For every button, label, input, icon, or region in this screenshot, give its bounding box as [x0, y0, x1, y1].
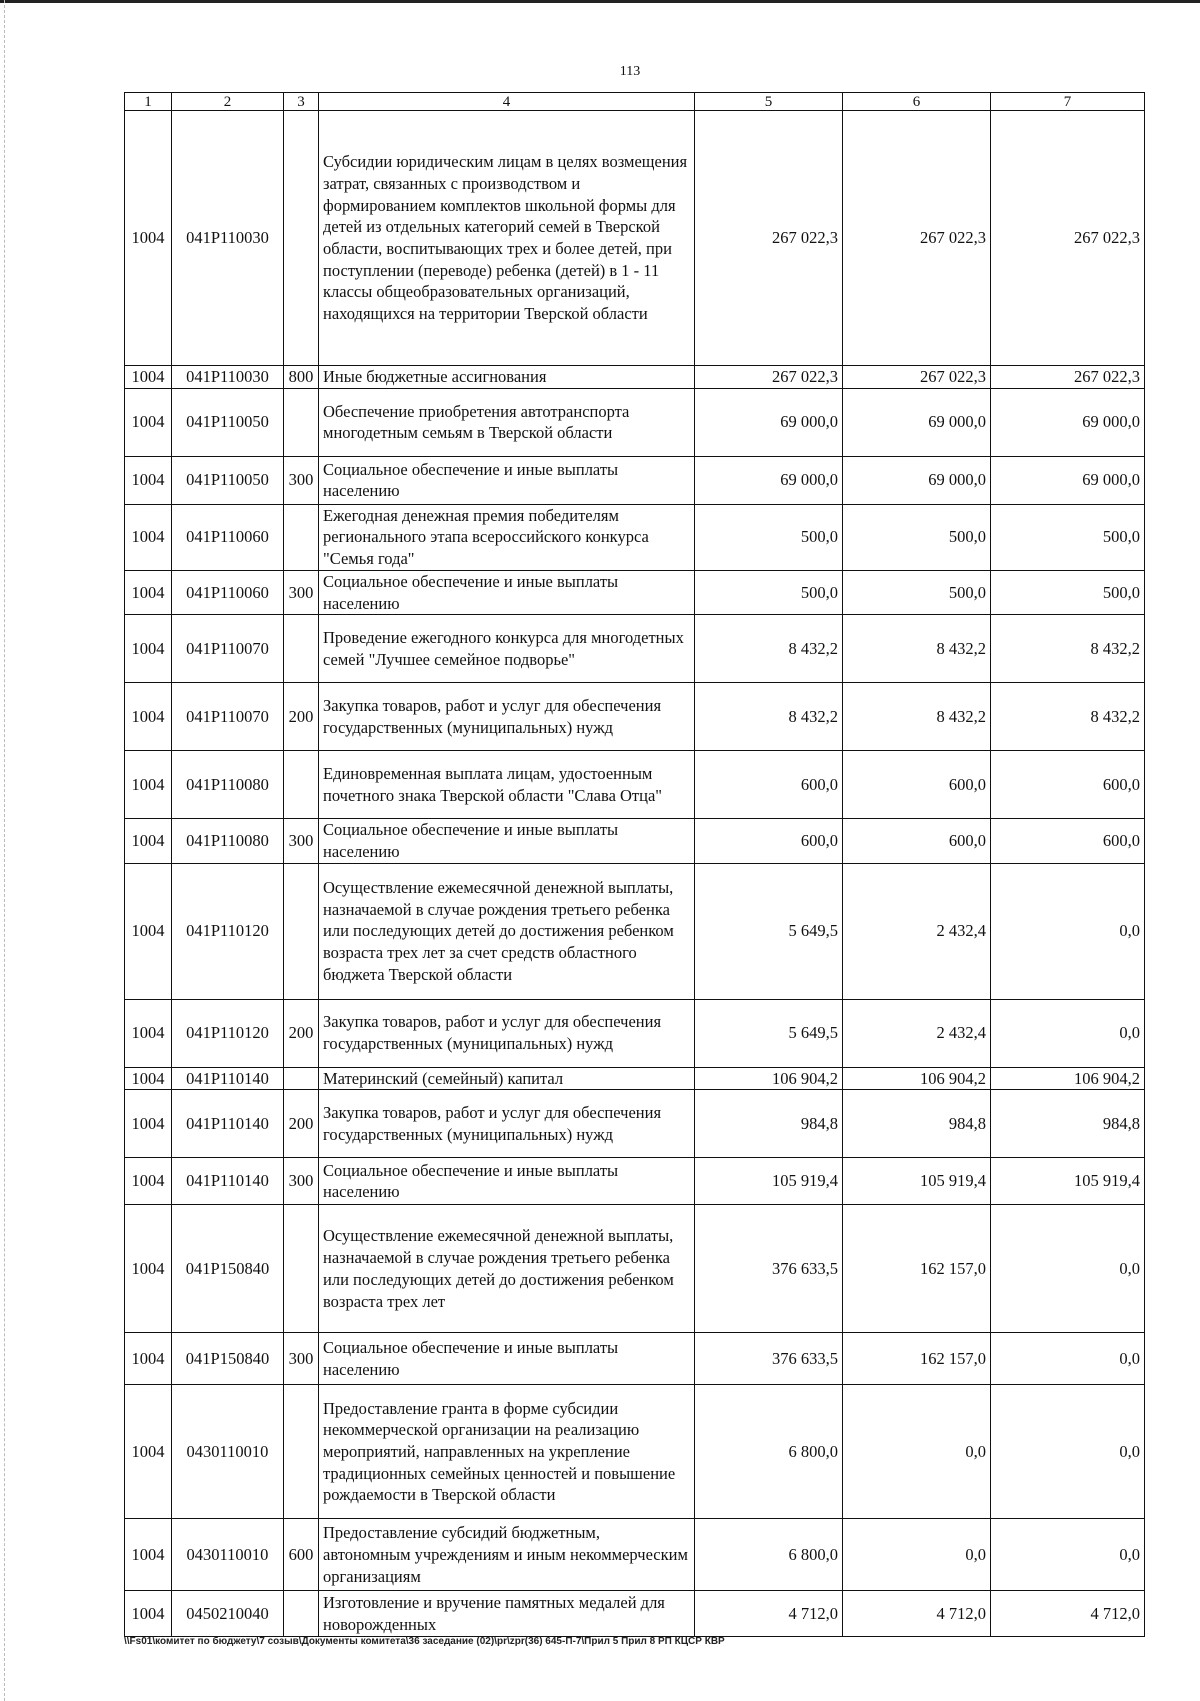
section-code: 1004 [125, 1090, 172, 1158]
amount-col7: 0,0 [991, 999, 1145, 1067]
amount-col6: 0,0 [843, 1385, 991, 1519]
table-row [125, 999, 1145, 1067]
item-description: Закупка товаров, работ и услуг для обеспечения государственных (муниципальных) нужд [319, 683, 695, 751]
table-row [125, 751, 1145, 819]
amount-col6: 105 919,4 [843, 1158, 991, 1205]
amount-col7: 69 000,0 [991, 388, 1145, 456]
table-row [125, 1519, 1145, 1591]
target-article-code: 041P110070 [172, 683, 284, 751]
section-code: 1004 [125, 1519, 172, 1591]
amount-col7: 0,0 [991, 1205, 1145, 1333]
amount-col7: 0,0 [991, 1385, 1145, 1519]
expense-type-code: 200 [284, 999, 319, 1067]
amount-col7: 106 904,2 [991, 1067, 1145, 1090]
expense-type-code [284, 1385, 319, 1519]
amount-col5: 267 022,3 [695, 111, 843, 366]
expense-type-code: 200 [284, 683, 319, 751]
amount-col7: 500,0 [991, 504, 1145, 570]
amount-col7: 984,8 [991, 1090, 1145, 1158]
header-row [125, 93, 1145, 111]
target-article-code: 041P110050 [172, 388, 284, 456]
expense-type-code [284, 1067, 319, 1090]
amount-col5: 984,8 [695, 1090, 843, 1158]
amount-col6: 600,0 [843, 751, 991, 819]
item-description: Единовременная выплата лицам, удостоенным почетного знака Тверской области "Слава Отца" [319, 751, 695, 819]
target-article-code: 041P110120 [172, 863, 284, 999]
item-description: Социальное обеспечение и иные выплаты населению [319, 456, 695, 504]
table-row [125, 1333, 1145, 1385]
expense-type-code: 200 [284, 1090, 319, 1158]
section-code: 1004 [125, 1205, 172, 1333]
table-row [125, 388, 1145, 456]
amount-col7: 8 432,2 [991, 683, 1145, 751]
expense-type-code: 300 [284, 1158, 319, 1205]
table-row [125, 504, 1145, 570]
target-article-code: 041P110070 [172, 615, 284, 683]
budget-table [124, 92, 1145, 1637]
section-code: 1004 [125, 751, 172, 819]
col-header: 3 [284, 93, 319, 111]
item-description: Проведение ежегодного конкурса для многодетных семей "Лучшее семейное подворье" [319, 615, 695, 683]
table-row [125, 366, 1145, 389]
amount-col6: 600,0 [843, 819, 991, 863]
expense-type-code: 300 [284, 1333, 319, 1385]
target-article-code: 041P150840 [172, 1205, 284, 1333]
target-article-code: 041P110030 [172, 111, 284, 366]
amount-col5: 105 919,4 [695, 1158, 843, 1205]
amount-col5: 376 633,5 [695, 1205, 843, 1333]
item-description: Субсидии юридическим лицам в целях возмещения затрат, связанных с производством и формированием комплектов школьной формы для детей из отдельных категорий семей в Тверской области, воспитывающих трех и более детей, при поступлении (переводе) ребенка (детей) в 1 - 11 классы общеобразовательных организаций, находящихся на территории Тверской области [319, 111, 695, 366]
amount-col5: 8 432,2 [695, 615, 843, 683]
table-row [125, 1385, 1145, 1519]
table-row [125, 1090, 1145, 1158]
page-number: 113 [619, 64, 641, 79]
amount-col5: 8 432,2 [695, 683, 843, 751]
item-description: Ежегодная денежная премия победителям регионального этапа всероссийского конкурса "Семья года" [319, 504, 695, 570]
table-row [125, 1205, 1145, 1333]
expense-type-code: 800 [284, 366, 319, 389]
amount-col5: 6 800,0 [695, 1385, 843, 1519]
col-header: 6 [843, 93, 991, 111]
item-description: Социальное обеспечение и иные выплаты населению [319, 570, 695, 614]
col-header: 5 [695, 93, 843, 111]
target-article-code: 041P110060 [172, 570, 284, 614]
col-header: 2 [172, 93, 284, 111]
section-code: 1004 [125, 683, 172, 751]
amount-col5: 500,0 [695, 570, 843, 614]
table-row [125, 456, 1145, 504]
section-code: 1004 [125, 570, 172, 614]
amount-col7: 0,0 [991, 863, 1145, 999]
target-article-code: 0430110010 [172, 1519, 284, 1591]
target-article-code: 0450210040 [172, 1591, 284, 1637]
amount-col6: 8 432,2 [843, 615, 991, 683]
amount-col7: 4 712,0 [991, 1591, 1145, 1637]
section-code: 1004 [125, 863, 172, 999]
amount-col5: 6 800,0 [695, 1519, 843, 1591]
amount-col5: 267 022,3 [695, 366, 843, 389]
amount-col6: 267 022,3 [843, 366, 991, 389]
item-description: Социальное обеспечение и иные выплаты населению [319, 1158, 695, 1205]
item-description: Социальное обеспечение и иные выплаты населению [319, 1333, 695, 1385]
amount-col6: 0,0 [843, 1519, 991, 1591]
section-code: 1004 [125, 456, 172, 504]
table-row [125, 819, 1145, 863]
amount-col5: 5 649,5 [695, 863, 843, 999]
target-article-code: 041P110120 [172, 999, 284, 1067]
table-row [125, 570, 1145, 614]
amount-col6: 69 000,0 [843, 388, 991, 456]
item-description: Социальное обеспечение и иные выплаты населению [319, 819, 695, 863]
table-row [125, 111, 1145, 366]
item-description: Закупка товаров, работ и услуг для обеспечения государственных (муниципальных) нужд [319, 999, 695, 1067]
amount-col6: 2 432,4 [843, 999, 991, 1067]
item-description: Иные бюджетные ассигнования [319, 366, 695, 389]
target-article-code: 041P110140 [172, 1158, 284, 1205]
footer-file-path: \\Fs01\комитет по бюджету\7 созыв\Документы комитета\36 заседание (02)\pr\zpr(36) 645-П-7\Прил 5 Прил 8 РП КЦСР КВР [124, 1636, 725, 1647]
expense-type-code [284, 388, 319, 456]
amount-col7: 0,0 [991, 1333, 1145, 1385]
item-description: Осуществление ежемесячной денежной выплаты, назначаемой в случае рождения третьего ребенка или последующих детей до достижения ребенком возраста трех лет за счет средств областного бюджета Тверской области [319, 863, 695, 999]
table-row [125, 683, 1145, 751]
item-description: Осуществление ежемесячной денежной выплаты, назначаемой в случае рождения третьего ребенка или последующих детей до достижения ребенком возраста трех лет [319, 1205, 695, 1333]
section-code: 1004 [125, 1591, 172, 1637]
scan-left-edge [4, 0, 5, 1701]
table-row [125, 615, 1145, 683]
amount-col5: 376 633,5 [695, 1333, 843, 1385]
amount-col5: 600,0 [695, 819, 843, 863]
amount-col6: 69 000,0 [843, 456, 991, 504]
target-article-code: 041P110080 [172, 819, 284, 863]
section-code: 1004 [125, 1067, 172, 1090]
amount-col7: 267 022,3 [991, 111, 1145, 366]
target-article-code: 041P110060 [172, 504, 284, 570]
expense-type-code [284, 615, 319, 683]
amount-col5: 600,0 [695, 751, 843, 819]
col-header: 7 [991, 93, 1145, 111]
section-code: 1004 [125, 388, 172, 456]
target-article-code: 0430110010 [172, 1385, 284, 1519]
amount-col6: 500,0 [843, 504, 991, 570]
target-article-code: 041P110140 [172, 1067, 284, 1090]
item-description: Закупка товаров, работ и услуг для обеспечения государственных (муниципальных) нужд [319, 1090, 695, 1158]
table-row [125, 1067, 1145, 1090]
item-description: Изготовление и вручение памятных медалей для новорожденных [319, 1591, 695, 1637]
item-description: Обеспечение приобретения автотранспорта многодетным семьям в Тверской области [319, 388, 695, 456]
table-row [125, 863, 1145, 999]
col-header: 1 [125, 93, 172, 111]
expense-type-code: 300 [284, 819, 319, 863]
table-row [125, 1591, 1145, 1637]
amount-col5: 69 000,0 [695, 456, 843, 504]
expense-type-code: 300 [284, 570, 319, 614]
section-code: 1004 [125, 999, 172, 1067]
amount-col6: 2 432,4 [843, 863, 991, 999]
expense-type-code [284, 863, 319, 999]
amount-col6: 500,0 [843, 570, 991, 614]
section-code: 1004 [125, 1158, 172, 1205]
amount-col5: 69 000,0 [695, 388, 843, 456]
amount-col7: 600,0 [991, 819, 1145, 863]
amount-col5: 5 649,5 [695, 999, 843, 1067]
amount-col6: 8 432,2 [843, 683, 991, 751]
target-article-code: 041P110080 [172, 751, 284, 819]
amount-col5: 500,0 [695, 504, 843, 570]
amount-col7: 500,0 [991, 570, 1145, 614]
amount-col5: 4 712,0 [695, 1591, 843, 1637]
section-code: 1004 [125, 819, 172, 863]
amount-col6: 984,8 [843, 1090, 991, 1158]
scan-top-edge [0, 0, 1200, 3]
target-article-code: 041P110050 [172, 456, 284, 504]
section-code: 1004 [125, 504, 172, 570]
section-code: 1004 [125, 615, 172, 683]
expense-type-code [284, 751, 319, 819]
amount-col5: 106 904,2 [695, 1067, 843, 1090]
amount-col7: 0,0 [991, 1519, 1145, 1591]
amount-col6: 106 904,2 [843, 1067, 991, 1090]
section-code: 1004 [125, 1385, 172, 1519]
expense-type-code [284, 1591, 319, 1637]
amount-col6: 162 157,0 [843, 1205, 991, 1333]
item-description: Материнский (семейный) капитал [319, 1067, 695, 1090]
amount-col6: 267 022,3 [843, 111, 991, 366]
amount-col7: 600,0 [991, 751, 1145, 819]
target-article-code: 041P110140 [172, 1090, 284, 1158]
target-article-code: 041P150840 [172, 1333, 284, 1385]
expense-type-code [284, 504, 319, 570]
expense-type-code [284, 111, 319, 366]
table-row [125, 1158, 1145, 1205]
amount-col7: 69 000,0 [991, 456, 1145, 504]
section-code: 1004 [125, 111, 172, 366]
expense-type-code: 600 [284, 1519, 319, 1591]
amount-col7: 8 432,2 [991, 615, 1145, 683]
item-description: Предоставление гранта в форме субсидии некоммерческой организации на реализацию мероприятий, направленных на укрепление традиционных семейных ценностей и повышение рождаемости в Тверской области [319, 1385, 695, 1519]
col-header: 4 [319, 93, 695, 111]
expense-type-code [284, 1205, 319, 1333]
item-description: Предоставление субсидий бюджетным, автономным учреждениям и иным некоммерческим организациям [319, 1519, 695, 1591]
expense-type-code: 300 [284, 456, 319, 504]
amount-col6: 162 157,0 [843, 1333, 991, 1385]
target-article-code: 041P110030 [172, 366, 284, 389]
amount-col7: 267 022,3 [991, 366, 1145, 389]
amount-col6: 4 712,0 [843, 1591, 991, 1637]
amount-col7: 105 919,4 [991, 1158, 1145, 1205]
section-code: 1004 [125, 1333, 172, 1385]
section-code: 1004 [125, 366, 172, 389]
